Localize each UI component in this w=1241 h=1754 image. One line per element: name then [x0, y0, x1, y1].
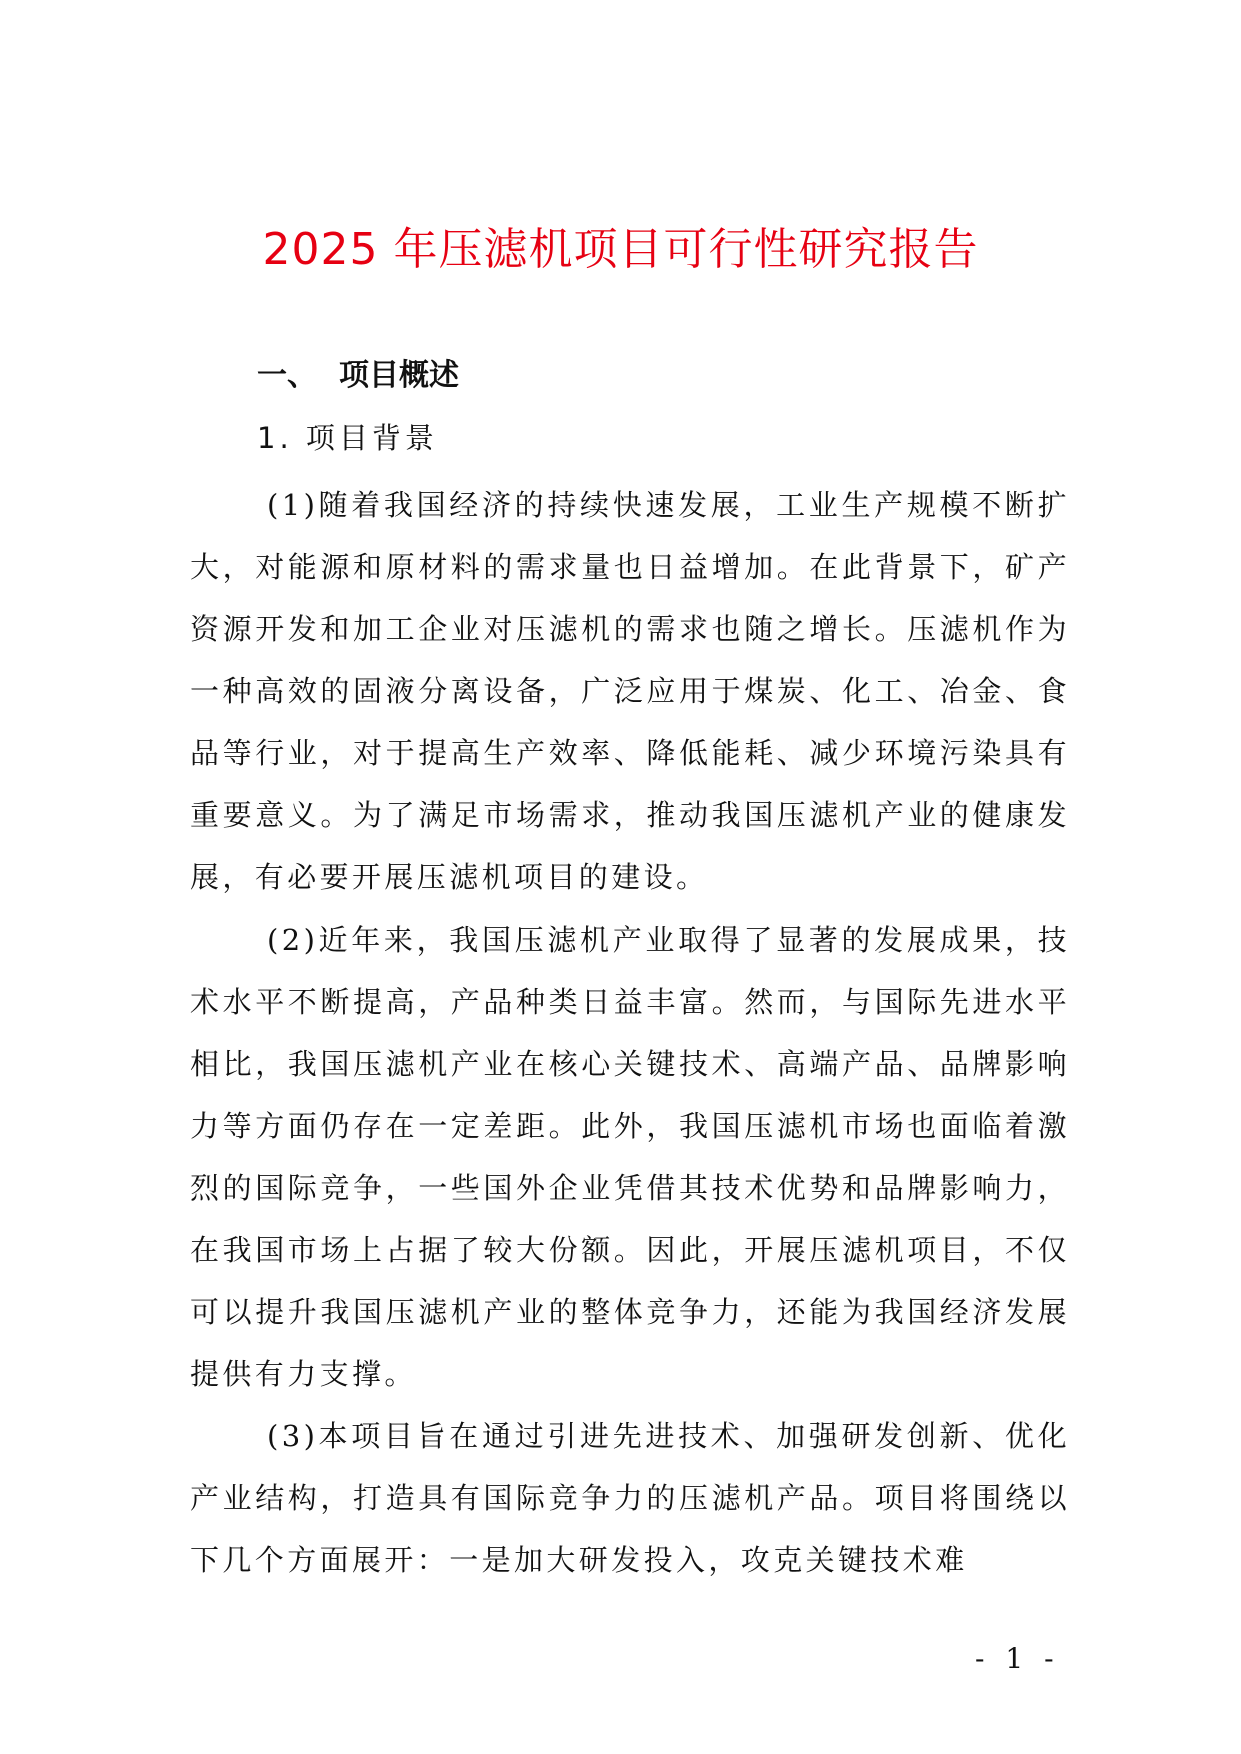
paragraph-2: (2)近年来，我国压滤机产业取得了显著的发展成果，技术水平不断提高，产品种类日益丰富。然而，与国际先进水平相比，我国压滤机产业在核心关键技术、高端产品、品牌影响力等方面仍存在一定差距。此外，我国压滤机市场也面临着激烈的国际竞争，一些国外企业凭借其技术优势和品牌影响力，在我国市场上占据了较大份额。因此，开展压滤机项目，不仅可以提升我国压滤机产业的整体竞争力，还能为我国经济发展提供有力支撑。 — [190, 923, 1070, 1391]
document-title: 2025 年压滤机项目可行性研究报告 — [262, 224, 979, 275]
paragraph-3: (3)本项目旨在通过引进先进技术、加强研发创新、优化产业结构，打造具有国际竞争力的压滤机产品。项目将围绕以下几个方面展开：一是加大研发投入，攻克关键技术难 — [190, 1419, 1070, 1577]
section-heading — [257, 356, 459, 396]
section-title: 项目概述 — [339, 358, 459, 393]
subsection-heading: 1. 项目背景 — [257, 421, 438, 455]
section-number: 一、 — [257, 358, 317, 393]
page-number: - 1 - — [975, 1642, 1060, 1675]
paragraph-1: (1)随着我国经济的持续快速发展，工业生产规模不断扩大，对能源和原材料的需求量也日益增加。在此背景下，矿产资源开发和加工企业对压滤机的需求也随之增长。压滤机作为一种高效的固液分离设备，广泛应用于煤炭、化工、冶金、食品等行业，对于提高生产效率、降低能耗、减少环境污染具有重要意义。为了满足市场需求，推动我国压滤机产业的健康发展，有必要开展压滤机项目的建设。 — [190, 488, 1070, 894]
